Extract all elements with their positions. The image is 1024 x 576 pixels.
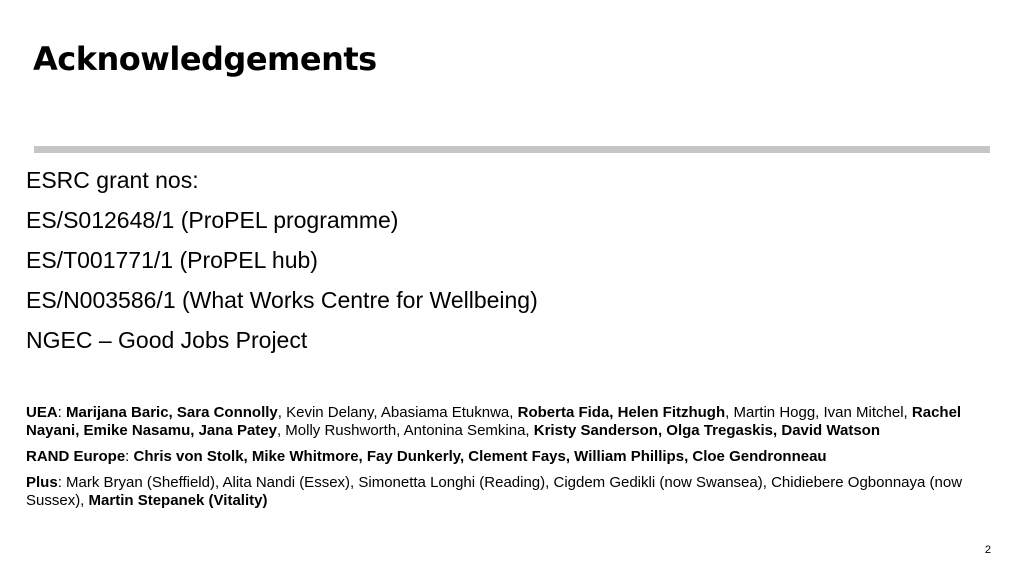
ack-plus <box>26 474 1016 510</box>
acknowledgement-block <box>26 404 1016 518</box>
ack-plus-label: Plus <box>26 474 58 491</box>
ack-uea-names: , Molly Rushworth, Antonina Semkina, <box>276 422 534 439</box>
grant-item: ES/S012648/1 (ProPEL programme) <box>26 207 399 233</box>
ack-uea-names-bold: Roberta Fida, Helen Fitzhugh <box>517 404 726 421</box>
ack-rand-sep: : <box>125 448 134 465</box>
grant-list <box>26 160 926 360</box>
ack-rand-label: RAND Europe <box>26 448 126 465</box>
ack-uea <box>26 404 1016 440</box>
ack-uea-label: UEA <box>26 404 58 421</box>
ack-rand <box>26 448 1016 466</box>
ack-uea-names-bold: Rachel Nayani, Emike Nasamu, Jana Patey <box>26 404 962 439</box>
ack-uea-names-bold: Kristy Sanderson, Olga Tregaskis, David Watson <box>533 422 880 439</box>
ack-uea-names: , Kevin Delany, Abasiama Etuknwa, <box>277 404 518 421</box>
grant-item: NGEC – Good Jobs Project <box>26 327 308 353</box>
ack-rand-names: Chris von Stolk, Mike Whitmore, Fay Dunkerly, Clement Fays, William Phillips, Cloe Gendronneau <box>133 448 827 465</box>
slide-title: Acknowledgements <box>33 40 377 78</box>
ack-uea-names: , Martin Hogg, Ivan Mitchel, <box>725 404 912 421</box>
grant-item: ES/N003586/1 (What Works Centre for Wellbeing) <box>26 287 538 313</box>
page-number: 2 <box>984 544 991 556</box>
ack-plus-sep: : <box>57 474 67 491</box>
ack-uea-sep: : <box>57 404 67 421</box>
ack-uea-names-bold: Marijana Baric, Sara Connolly <box>66 404 278 421</box>
ack-plus-names: Mark Bryan (Sheffield), Alita Nandi (Essex), Simonetta Longhi (Reading), Cigdem Gedikli (now Swansea), Chidiebere Ogbonnaya (now Sussex), <box>26 474 963 509</box>
title-divider <box>34 146 990 153</box>
grant-item: ES/T001771/1 (ProPEL hub) <box>26 247 318 273</box>
grant-heading: ESRC grant nos: <box>26 167 199 193</box>
ack-plus-names-bold: Martin Stepanek (Vitality) <box>88 492 268 509</box>
